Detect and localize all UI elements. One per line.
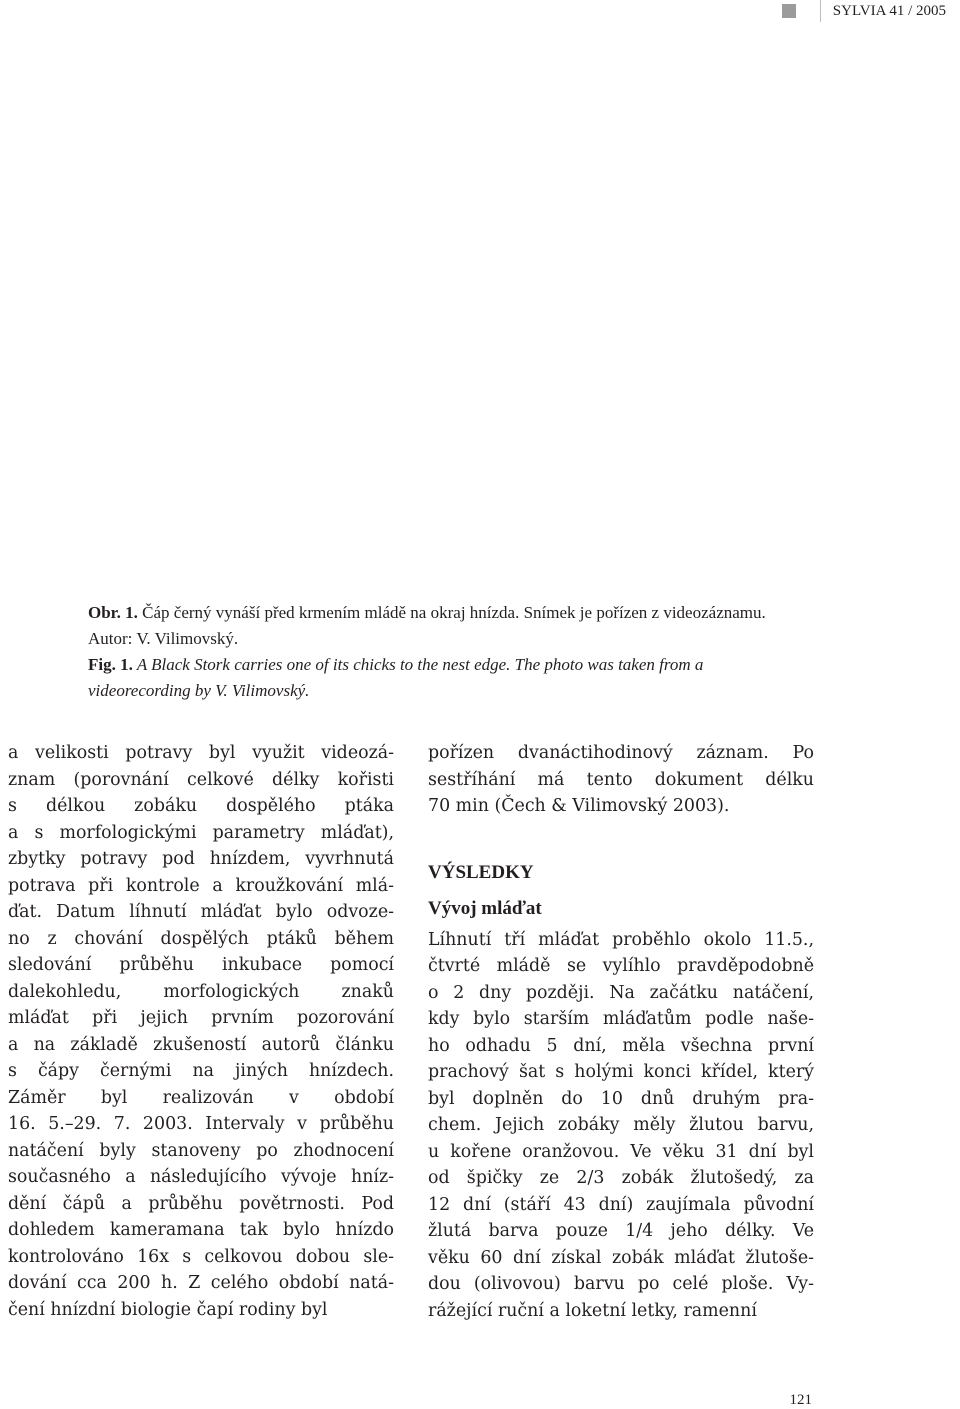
text-line: současného a následujícího vývoje hníz-	[8, 1167, 394, 1187]
left-text-column	[8, 740, 394, 1323]
text-line: ho odhadu 5 dní, měla všechna první	[428, 1035, 814, 1056]
text-line: sestříhání má tento dokument délku	[428, 769, 814, 790]
right-intro-paragraph	[428, 740, 814, 820]
section-heading-results: VÝSLEDKY	[428, 861, 534, 883]
text-line: potrava při kontrole a kroužkování mlá-	[8, 875, 394, 896]
text-line: kontrolováno 16x s celkovou dobou sle-	[8, 1246, 394, 1267]
text-line: znam (porovnání celkové délky kořisti	[8, 769, 394, 790]
text-line: no z chování dospělých ptáků během	[8, 928, 394, 949]
text-line: dou (olivovou) barvu po celé ploše. Vy-	[428, 1274, 814, 1294]
text-line: dalekohledu, morfologických znaků	[8, 981, 394, 1002]
text-line: a velikosti potravy byl využit videozá-	[8, 743, 394, 763]
text-line: Záměr byl realizován v období	[8, 1087, 394, 1108]
caption-czech-label: Obr. 1.	[88, 603, 138, 622]
text-line: pořízen dvanáctihodinový záznam. Po	[428, 743, 814, 763]
text-line: zbytky potravy pod hnízdem, vyvrhnutá	[8, 849, 394, 869]
text-line: s délkou zobáku dospělého ptáka	[8, 796, 394, 816]
figure-caption	[88, 600, 788, 704]
caption-english	[88, 652, 788, 704]
text-line: sledování průběhu inkubace pomocí	[8, 955, 394, 975]
text-line: s čápy černými na jiných hnízdech.	[8, 1061, 394, 1081]
caption-english-text: A Black Stork carries one of its chicks to the nest edge. The photo was taken from a videorecording by V. Vilimovský.	[88, 655, 704, 700]
text-line: žlutá barva pouze 1/4 jeho délky. Ve	[428, 1221, 814, 1241]
right-body-paragraph	[428, 927, 814, 1325]
running-header	[782, 0, 960, 22]
text-line: 70 min (Čech & Vilimovský 2003).	[428, 796, 730, 816]
caption-czech-text: Čáp černý vynáší před krmením mládě na okraj hnízda. Snímek je pořízen z videozáznamu. Autor: V. Vilimovský.	[88, 603, 766, 648]
text-line: od špičky ze 2/3 zobák žlutošedý, za	[428, 1168, 814, 1188]
right-text-column	[428, 740, 814, 1324]
text-line: 12 dní (stáří 43 dní) zaujímala původní	[428, 1194, 814, 1215]
text-line: věku 60 dní získal zobák mláďat žlutoše-	[428, 1247, 814, 1268]
text-line: rážející ruční a loketní letky, ramenní	[428, 1300, 757, 1321]
journal-issue: SYLVIA 41 / 2005	[820, 0, 960, 22]
text-line: čtvrté mládě se vylíhlo pravděpodobně	[428, 956, 814, 976]
text-line: Líhnutí tří mláďat proběhlo okolo 11.5.,	[428, 929, 814, 950]
text-line: čení hnízdní biologie čapí rodiny byl	[8, 1299, 328, 1320]
text-line: natáčení byly stanoveny po zhodnocení	[8, 1140, 394, 1161]
text-line: a na základě zkušeností autorů článku	[8, 1034, 394, 1055]
text-line: o 2 dny později. Na začátku natáčení,	[428, 982, 814, 1003]
text-line: dění čápů a průběhu povětrnosti. Pod	[8, 1193, 394, 1214]
text-line: chem. Jejich zobáky měly žlutou barvu,	[428, 1115, 814, 1135]
text-line: 16. 5.–29. 7. 2003. Intervaly v průběhu	[8, 1114, 394, 1134]
text-line: u kořene oranžovou. Ve věku 31 dní byl	[428, 1141, 814, 1162]
caption-czech	[88, 600, 788, 652]
caption-english-label: Fig. 1.	[88, 655, 133, 674]
text-line: kdy bylo starším mláďatům podle naše-	[428, 1009, 814, 1029]
subheading-chick-development: Vývoj mláďat	[428, 898, 542, 919]
text-line: ďat. Datum líhnutí mláďat bylo odvoze-	[8, 902, 394, 922]
text-line: dování cca 200 h. Z celého období natá-	[8, 1273, 394, 1293]
text-line: mláďat při jejich prvním pozorování	[8, 1008, 394, 1028]
page-number: 121	[789, 1392, 812, 1408]
text-line: dohledem kameramana tak bylo hnízdo	[8, 1220, 394, 1240]
text-line: prachový šat s holými konci křídel, který	[428, 1062, 814, 1082]
text-line: a s morfologickými parametry mláďat),	[8, 822, 394, 843]
header-marker-square	[782, 4, 796, 18]
text-line: byl doplněn do 10 dnů druhým pra-	[428, 1088, 814, 1109]
